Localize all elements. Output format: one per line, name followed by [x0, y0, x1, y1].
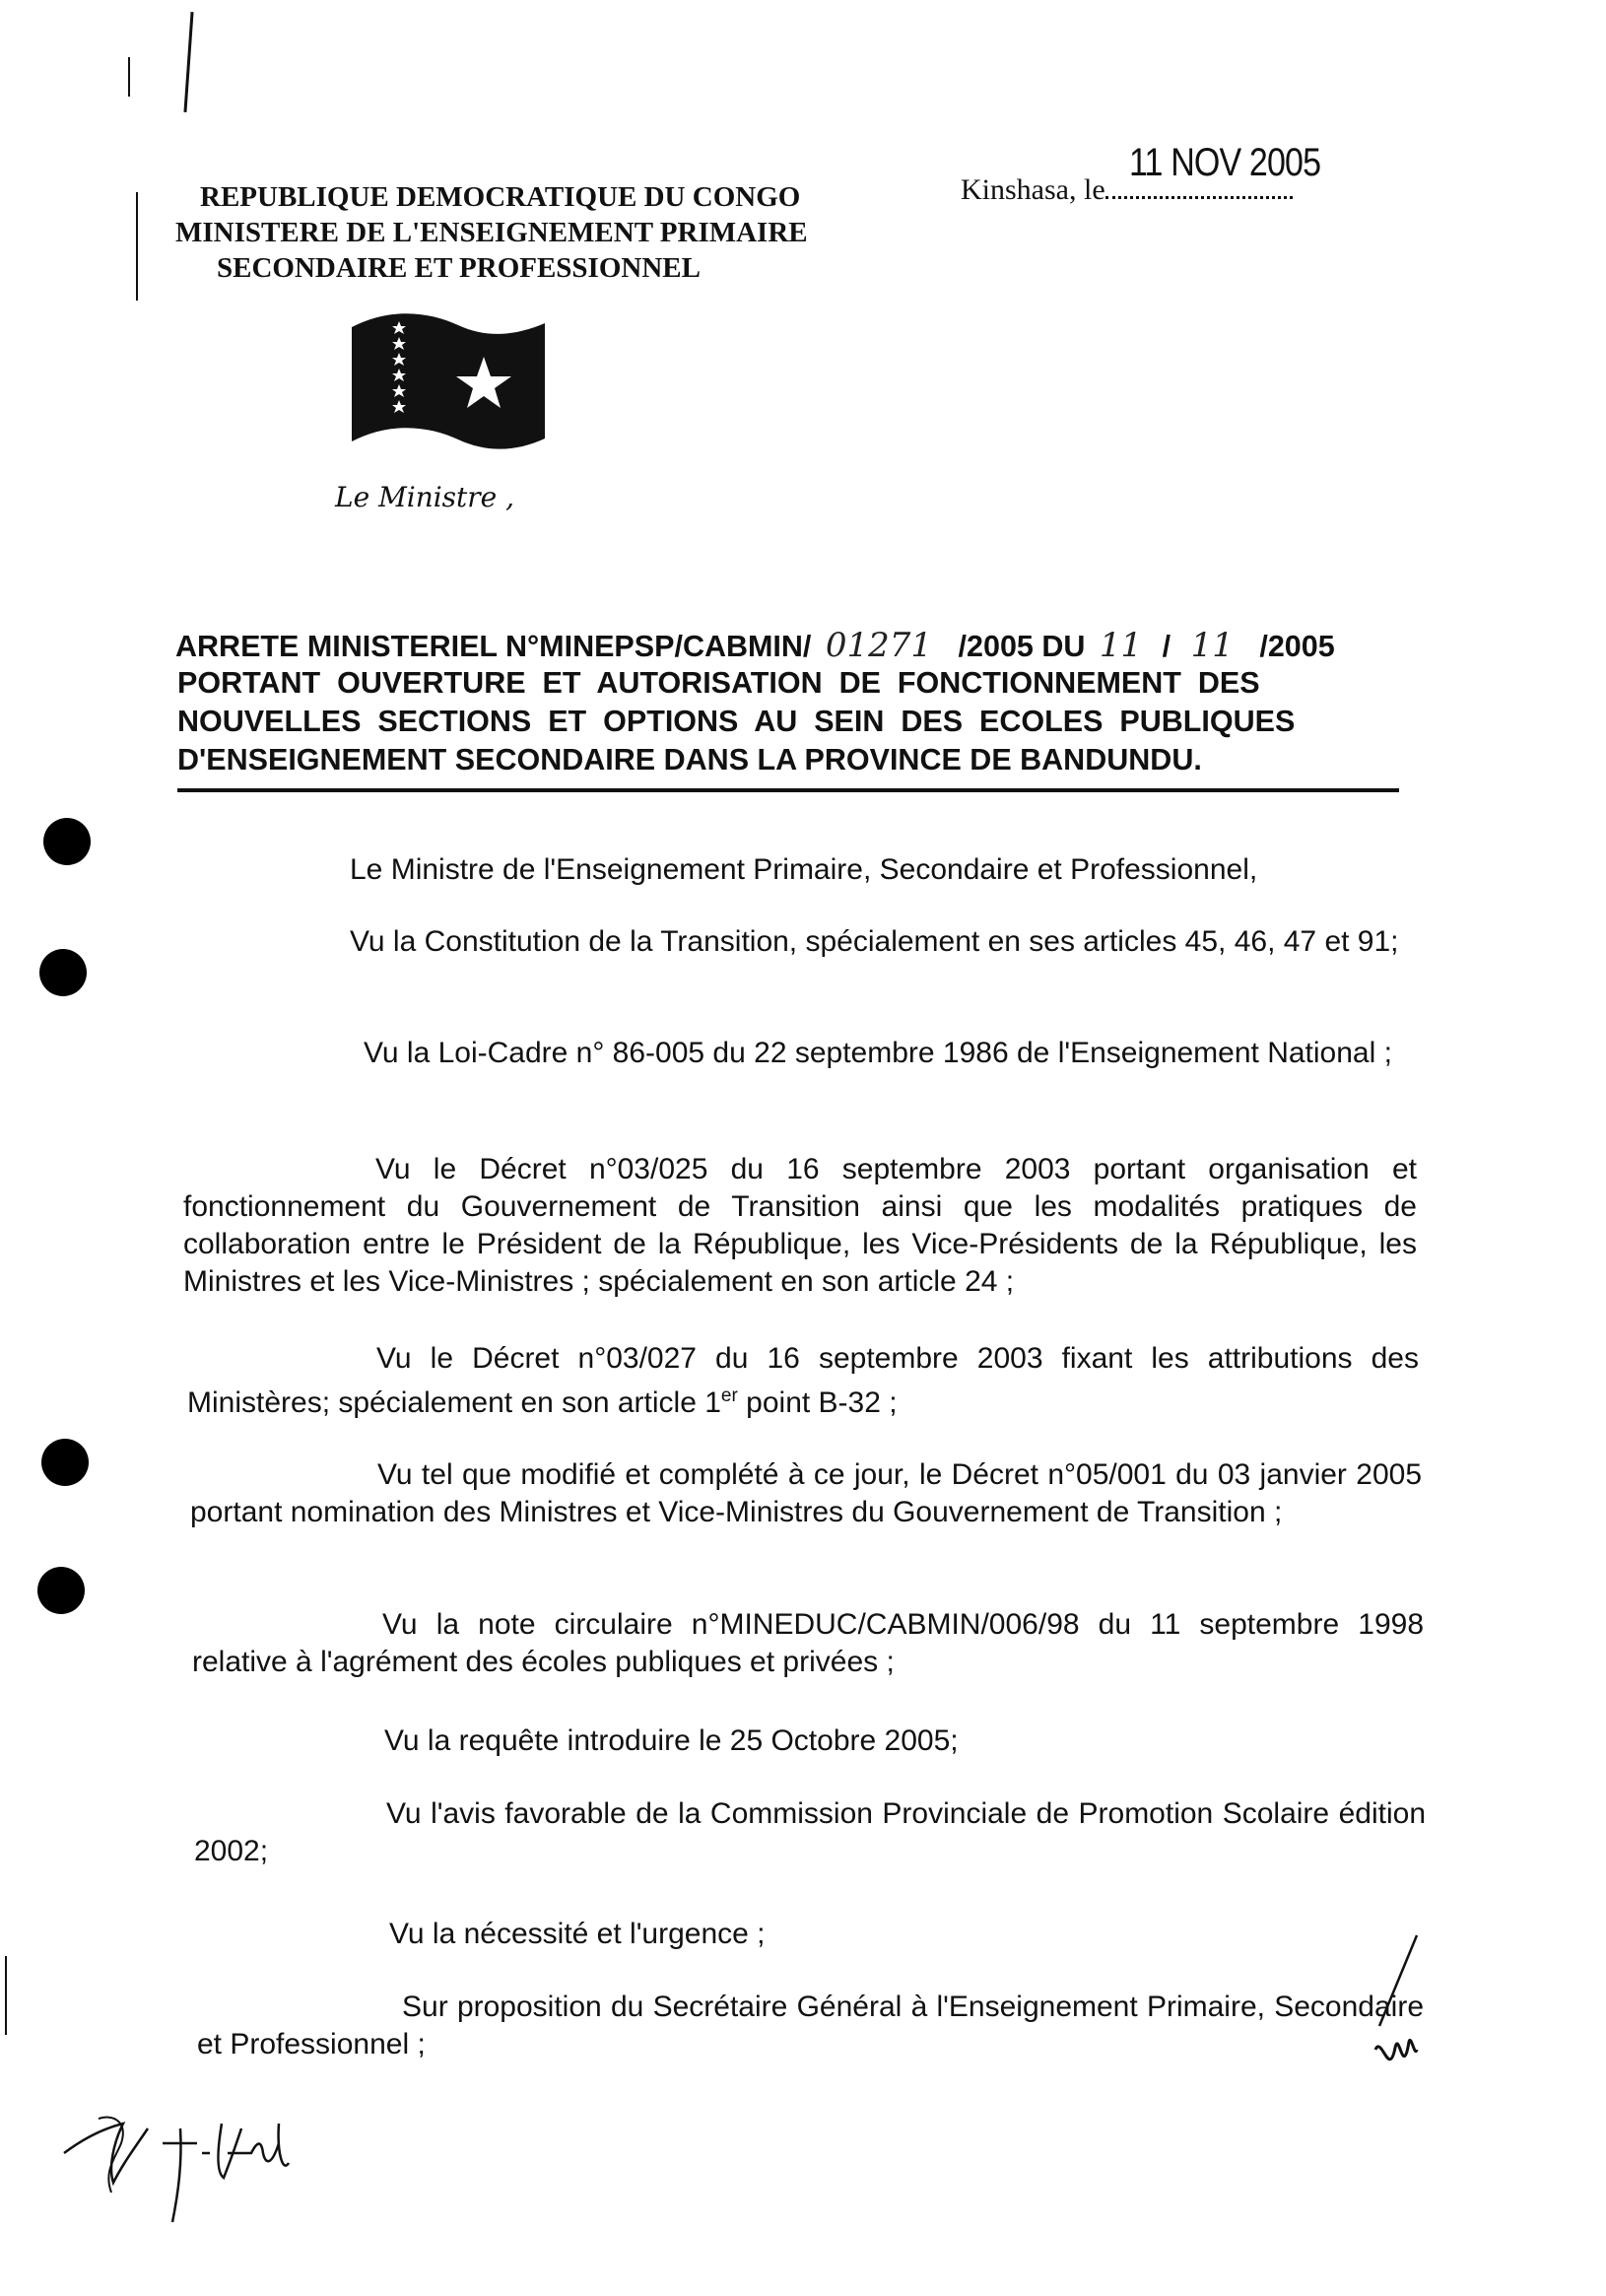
punch-hole: [39, 949, 87, 996]
bottom-initials-signature: [54, 2084, 310, 2232]
date-dotted-line: [1105, 141, 1320, 199]
preamble-decret-001: [190, 1456, 1422, 1531]
decree-day-handwritten: 11: [1099, 626, 1143, 665]
title-underline: [177, 788, 1399, 792]
preamble-requete: Vu la requête introduire le 25 Octobre 2005;: [384, 1724, 959, 1757]
preamble-decret-027-text-a: Vu le Décret n°03/027 du 16 septembre 2003 fixant les attributions des Ministères; spécialement en son article 1: [187, 1342, 1419, 1419]
decree-month-handwritten: 11: [1190, 626, 1234, 665]
date-stamp: 11 NOV 2005: [1128, 141, 1320, 184]
place-label: Kinshasa, le: [961, 173, 1105, 206]
minister-handwritten-label: Le Ministre ,: [335, 481, 515, 513]
preamble-decret-027: [187, 1340, 1419, 1422]
decree-number-handwritten: 01271: [825, 626, 933, 665]
org-name-line1: REPUBLIQUE DEMOCRATIQUE DU CONGO: [200, 181, 801, 213]
flag-emblem: [350, 305, 547, 453]
preamble-loi-cadre-text: Vu la Loi-Cadre n° 86-005 du 22 septembre 1986 de l'Enseignement National ;: [364, 1037, 1392, 1069]
preamble-note-circulaire: [192, 1606, 1424, 1681]
preamble-loi-cadre: [181, 1035, 1415, 1072]
decree-title-line4: D'ENSEIGNEMENT SECONDAIRE DANS LA PROVINCE DE BANDUNDU.: [177, 743, 1202, 777]
org-name-line3: SECONDAIRE ET PROFESSIONNEL: [217, 252, 701, 284]
preamble-proposition-text: Sur proposition du Secrétaire Général à l'Enseignement Primaire, Secondaire et Professionnel ;: [197, 1991, 1424, 2060]
scan-mark: [183, 12, 193, 112]
preamble-constitution-text: Vu la Constitution de la Transition, spécialement en ses articles 45, 46, 47 et 91;: [350, 925, 1399, 958]
decree-date-separator: /: [1162, 630, 1171, 663]
decree-title-line3: NOUVELLES SECTIONS ET OPTIONS AU SEIN DES ECOLES PUBLIQUES: [177, 705, 1296, 738]
preamble-constitution: [179, 923, 1411, 961]
preamble-minister: Le Ministre de l'Enseignement Primaire, Secondaire et Professionnel,: [350, 853, 1258, 886]
org-name-line2: MINISTERE DE L'ENSEIGNEMENT PRIMAIRE: [175, 217, 808, 248]
preamble-note-circulaire-text: Vu la note circulaire n°MINEDUC/CABMIN/006/98 du 11 septembre 1998 relative à l'agrément des écoles publiques et privées ;: [192, 1608, 1424, 1678]
preamble-decret-025-text: Vu le Décret n°03/025 du 16 septembre 2003 portant organisation et fonctionnement du Gouvernement de Transition ainsi que les modalités pratiques de collaboration entre le Président de la République, les Vice-Présidents de la République, les Ministres et les Vice-Ministres ; spécialement en son article 24 ;: [183, 1153, 1417, 1298]
decree-date-year: /2005: [1259, 630, 1335, 663]
preamble-decret-025: [183, 1151, 1417, 1301]
decree-reference: ARRETE MINISTERIEL N°MINEPSP/CABMIN/: [175, 630, 812, 663]
preamble-avis: [194, 1795, 1426, 1870]
preamble-avis-text: Vu l'avis favorable de la Commission Provinciale de Promotion Scolaire édition 2002;: [194, 1797, 1426, 1867]
preamble-decret-027-sup: er: [720, 1385, 738, 1406]
punch-hole: [43, 818, 91, 865]
scan-mark: [136, 192, 138, 301]
punch-hole: [41, 1439, 89, 1486]
decree-year: /2005 DU: [958, 630, 1086, 663]
preamble-decret-001-text: Vu tel que modifié et complété à ce jour, le Décret n°05/001 du 03 janvier 2005 portant nomination des Ministres et Vice-Ministres du Gouvernement de Transition ;: [190, 1458, 1422, 1528]
decree-title-line2: PORTANT OUVERTURE ET AUTORISATION DE FONCTIONNEMENT DES: [177, 666, 1260, 700]
preamble-urgence: Vu la nécessité et l'urgence ;: [389, 1918, 766, 1950]
decree-title-line1: [175, 626, 1335, 665]
scan-mark: [5, 1956, 7, 2035]
preamble-decret-027-text-b: point B-32 ;: [737, 1386, 898, 1419]
scan-mark: [128, 57, 130, 97]
preamble-proposition: [197, 1989, 1424, 2063]
punch-hole: [37, 1567, 85, 1614]
place-date: [961, 141, 1320, 207]
margin-initials-mark: [1360, 1931, 1439, 2089]
